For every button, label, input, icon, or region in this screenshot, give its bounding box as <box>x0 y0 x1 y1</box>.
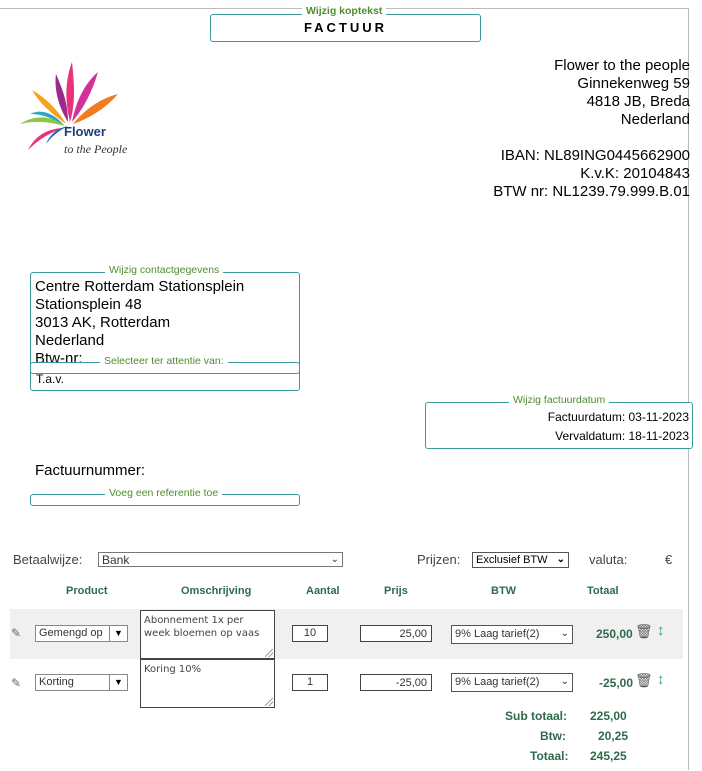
company-address <box>390 57 690 129</box>
company-btw: BTW nr: NL1239.79.999.B.01 <box>493 183 690 200</box>
contact-street: Stationsplein 48 <box>35 296 142 313</box>
attention-label[interactable]: Selecteer ter attentie van: <box>100 355 228 367</box>
trash-icon[interactable]: 🗑 <box>635 623 653 639</box>
edit-header-label[interactable]: Wijzig koptekst <box>302 5 386 17</box>
resize-handle[interactable] <box>265 649 273 657</box>
contact-city: 3013 AK, Rotterdam <box>35 314 171 331</box>
pencil-icon[interactable]: ✎ <box>11 676 22 690</box>
vat-value: 9% Laag tarief(2) <box>455 676 540 688</box>
prices-value: Exclusief BTW <box>476 554 548 566</box>
vat-total-label: Btw: <box>540 729 566 743</box>
prices-select[interactable] <box>472 552 569 568</box>
payment-value: Bank <box>102 553 130 567</box>
currency-symbol[interactable]: € <box>665 552 673 567</box>
description-textarea[interactable] <box>140 610 275 659</box>
logo-text-people: to the People <box>64 142 128 156</box>
row-total: -25,00 <box>599 676 634 690</box>
vat-value: 9% Laag tarief(2) <box>455 628 540 640</box>
col-header-quantity: Aantal <box>306 585 340 597</box>
price-input[interactable] <box>360 674 432 691</box>
chevron-down-icon: ⌄ <box>560 676 569 687</box>
row-total: 250,00 <box>596 627 633 641</box>
vat-select[interactable] <box>451 673 573 692</box>
caret-down-icon[interactable]: ▼ <box>109 674 128 691</box>
description-value: Abonnement 1x per week bloemen op vaas <box>144 615 260 639</box>
edit-dates-label[interactable]: Wijzig factuurdatum <box>509 394 609 406</box>
price-value: -25,00 <box>395 677 427 689</box>
company-logo <box>18 58 138 158</box>
company-city: 4818 JB, Breda <box>586 93 690 110</box>
logo-text-flower: Flower <box>64 124 106 139</box>
company-kvk: K.v.K: 20104843 <box>580 165 690 182</box>
contact-btw: Btw-nr: <box>35 350 83 367</box>
payment-label: Betaalwijze: <box>13 552 83 567</box>
resize-handle[interactable] <box>265 698 273 706</box>
col-header-total: Totaal <box>587 585 619 597</box>
updown-arrow-icon[interactable]: ↕ <box>657 622 665 639</box>
caret-down-icon[interactable]: ▼ <box>109 625 128 642</box>
product-value: Korting <box>39 676 74 688</box>
chevron-down-icon: ⌄ <box>330 554 339 565</box>
contact-country: Nederland <box>35 332 105 349</box>
grand-total-label: Totaal: <box>530 749 569 763</box>
updown-arrow-icon[interactable]: ↕ <box>657 671 665 688</box>
invoice-title: FACTUUR <box>303 20 388 35</box>
trash-icon[interactable]: 🗑 <box>635 672 653 688</box>
col-header-vat: BTW <box>491 585 517 597</box>
description-value: Koring 10% <box>144 664 202 675</box>
vat-select[interactable] <box>451 625 573 644</box>
quantity-value: 1 <box>306 676 314 688</box>
due-date: Vervaldatum: 18-11-2023 <box>555 429 689 443</box>
product-select[interactable] <box>35 625 110 642</box>
col-header-price: Prijs <box>384 585 408 597</box>
contact-name: Centre Rotterdam Stationsplein <box>35 278 245 295</box>
attention-value: T.a.v. <box>36 372 64 386</box>
edit-contact-label[interactable]: Wijzig contactgegevens <box>105 264 223 276</box>
company-name: Flower to the people <box>554 57 690 74</box>
invoice-number-label: Factuurnummer: <box>35 462 146 479</box>
pencil-icon[interactable]: ✎ <box>11 626 22 640</box>
description-textarea[interactable] <box>140 659 275 708</box>
col-header-product: Product <box>66 585 108 597</box>
quantity-input[interactable] <box>292 674 328 691</box>
col-header-description: Omschrijving <box>181 585 252 597</box>
subtotal-label: Sub totaal: <box>505 709 567 723</box>
company-country: Nederland <box>620 111 690 128</box>
quantity-input[interactable] <box>292 625 328 642</box>
quantity-value: 10 <box>303 627 317 639</box>
company-iban: IBAN: NL89ING0445662900 <box>500 147 690 164</box>
reference-label[interactable]: Voeg een referentie toe <box>105 487 222 499</box>
product-select[interactable] <box>35 674 110 691</box>
payment-select[interactable] <box>98 552 343 567</box>
invoice-date: Factuurdatum: 03-11-2023 <box>547 410 689 424</box>
company-street: Ginnekenweg 59 <box>577 75 690 92</box>
currency-label: valuta: <box>589 552 628 567</box>
chevron-down-icon: ⌄ <box>560 628 569 639</box>
prices-label: Prijzen: <box>417 552 461 567</box>
price-input[interactable] <box>360 625 432 642</box>
company-registration <box>370 147 690 201</box>
subtotal-value: 225,00 <box>590 709 627 723</box>
vat-total-value: 20,25 <box>598 729 629 743</box>
chevron-down-icon: ⌄ <box>556 554 565 565</box>
price-value: 25,00 <box>399 628 427 640</box>
product-value: Gemengd op <box>39 627 103 639</box>
grand-total-value: 245,25 <box>590 749 627 763</box>
